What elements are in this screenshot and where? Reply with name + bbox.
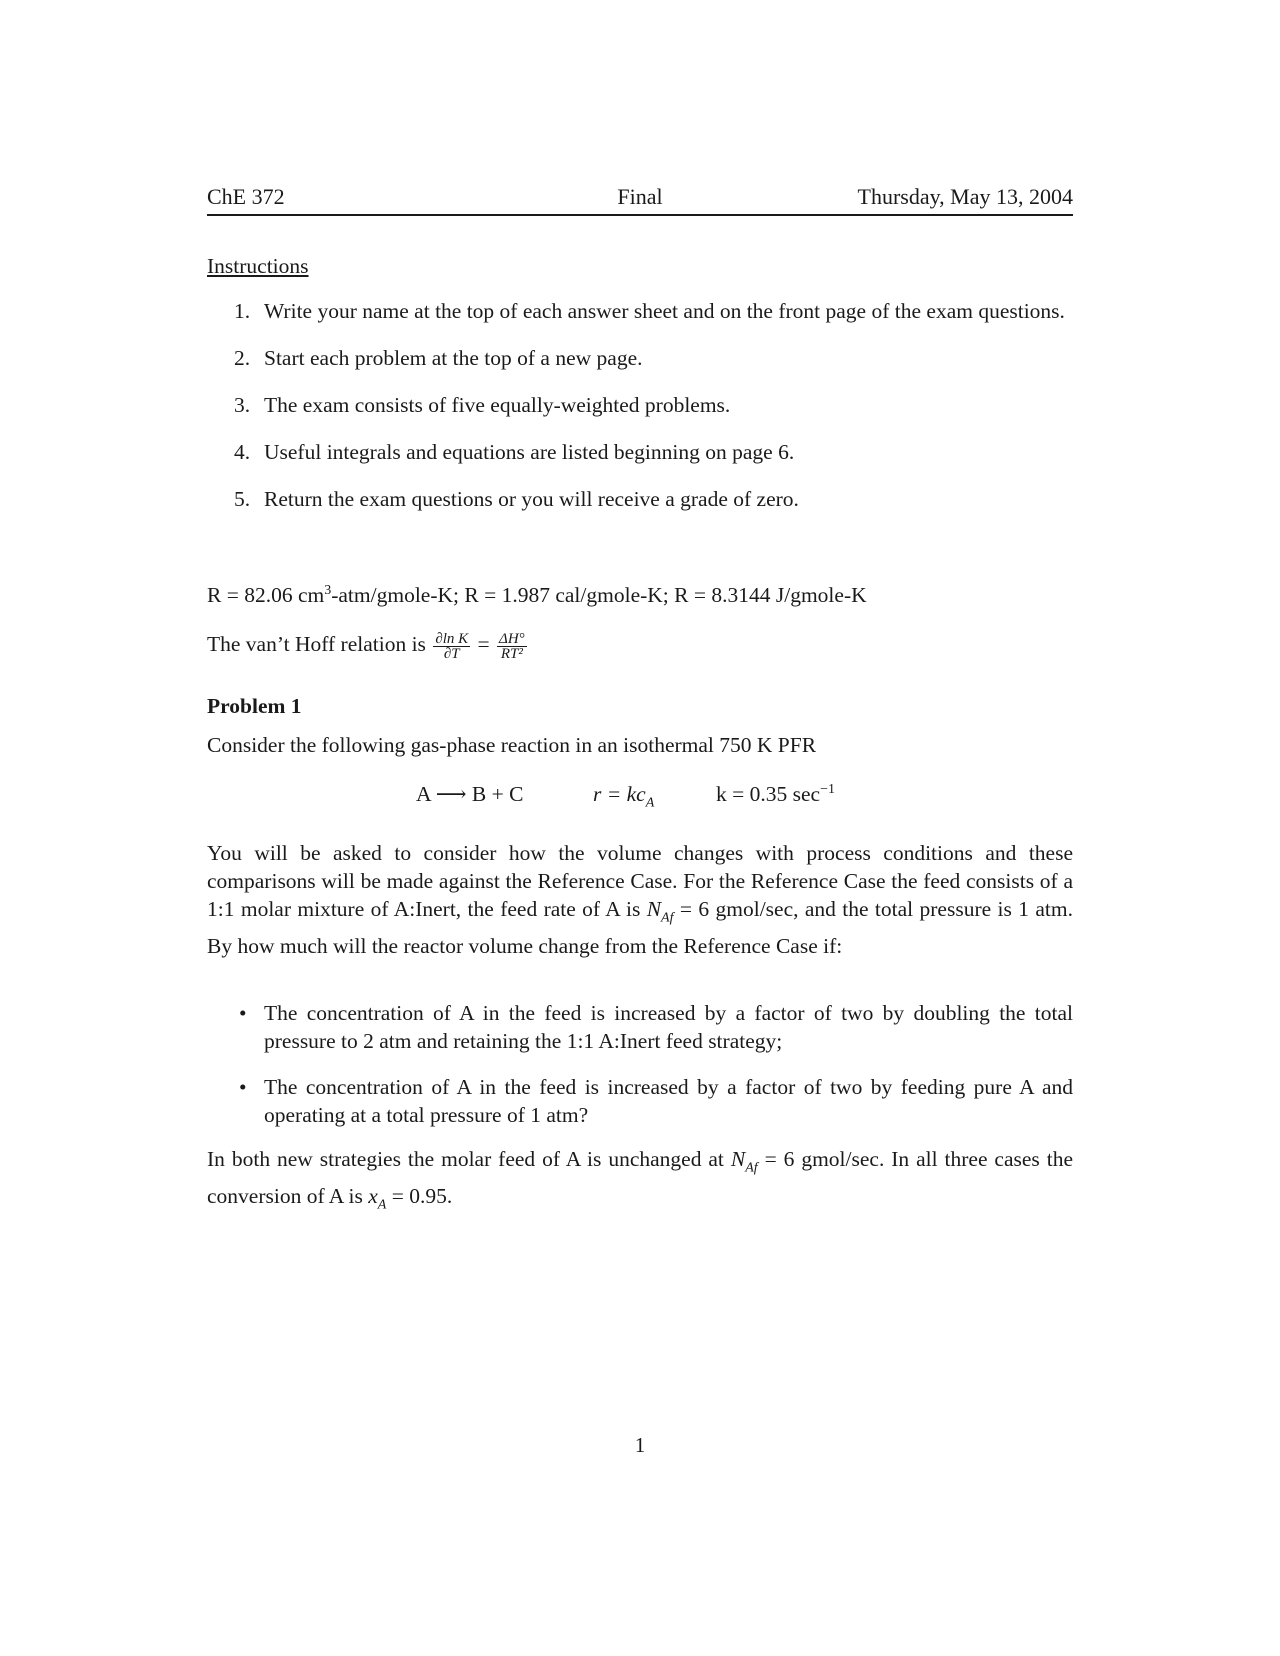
instructions-heading [207,252,1073,280]
variable-n: N [730,1147,746,1171]
item-number: 4. [234,440,251,464]
item-number: 3. [234,393,251,417]
variable-subscript: Af [745,1160,758,1176]
reaction-equation: A ⟶ B + C [416,782,524,806]
item-text: Return the exam questions or you will receive a grade of zero. [264,487,799,511]
paragraph-text-end: = 0.95. [386,1184,453,1209]
rate-law-subscript: A [645,795,655,811]
rate-law-text: r = kc [593,782,646,806]
list-item [207,999,1073,1055]
variable-n: N [646,897,662,921]
vant-hoff-lead: The van’t Hoff relation is [207,632,426,656]
list-item [207,344,1073,372]
fraction-denominator: RT² [500,645,523,662]
paragraph-text: You will be asked to consider how the volume changes with process conditions and these comparisons will be made against the Reference Case. For the Reference Case the feed consists of a 1:1 molar mixture of A:Inert, the feed rate of A is [207,841,1073,921]
item-text: The exam consists of five equally-weighted problems. [264,393,731,417]
condition-list [207,999,1073,1147]
rate-constant-superscript: −1 [820,782,835,797]
fraction-denominator: ∂T [443,645,460,662]
list-item [207,1073,1073,1129]
list-item [207,438,1073,466]
equals-sign: = [477,632,490,656]
page-header [207,184,1073,216]
vant-hoff-rhs [497,632,527,661]
rate-law [593,782,654,811]
problem-paragraph-2 [207,1145,1073,1220]
problem-intro: Consider the following gas-phase reaction in an isothermal 750 K PFR [207,733,817,757]
variable-x: x [368,1184,378,1209]
paragraph-text-rest: = 6 gmol/sec. In all three cases the conversion of A is [207,1147,1073,1209]
bullet-icon: • [239,1075,247,1099]
rate-constant [716,782,835,807]
gas-constants [207,577,1073,609]
item-text: Useful integrals and equations are listed beginning on page 6. [264,440,795,464]
bullet-text: The concentration of A in the feed is increased by a factor of two by doubling the total pressure to 2 atm and retaining the 1:1 A:Inert feed strategy; [264,1001,1073,1053]
bullet-text: The concentration of A in the feed is increased by a factor of two by feeding pure A and operating at a total pressure of 1 atm? [264,1075,1073,1127]
vant-hoff-relation [207,630,1073,661]
variable-subscript: A [377,1197,387,1213]
course-code: ChE 372 [207,184,285,209]
fraction-numerator: ∂ln K [435,630,469,647]
fraction-numerator: ΔH° [499,630,525,647]
item-text: Write your name at the top of each answer sheet and on the front page of the exam questions. [264,299,1065,323]
item-text: Start each problem at the top of a new page. [264,346,643,370]
item-number: 2. [234,346,251,370]
page-number: 1 [634,1433,646,1457]
rate-constant-text: k = 0.35 sec [716,782,821,807]
list-item [207,391,1073,419]
list-item [207,297,1073,325]
paragraph-text: In both new strategies the molar feed of A is unchanged at [207,1147,731,1171]
instructions-heading-text: Instructions [207,254,309,278]
problem-title: Problem 1 [207,694,302,718]
list-item [207,485,1073,513]
item-number: 5. [234,487,251,511]
bullet-icon: • [239,1001,247,1025]
instructions-list [207,297,1073,532]
exam-title: Final [617,184,663,209]
constant-text-rest: -atm/gmole-K; R = 1.987 cal/gmole-K; R = 8.3144 J/gmole-K [331,583,867,608]
variable-subscript: Af [661,910,674,926]
constant-text: R = 82.06 cm [207,583,325,608]
constant-superscript: 3 [324,583,332,598]
exam-date: Thursday, May 13, 2004 [857,184,1073,209]
item-number: 1. [234,299,251,323]
problem-paragraph-1 [207,839,1073,960]
vant-hoff-lhs [433,632,470,661]
paragraph-text-rest: = 6 gmol/sec, and the total pressure is 1 atm. By how much will the reactor volume change from the Reference Case if: [207,897,1073,959]
